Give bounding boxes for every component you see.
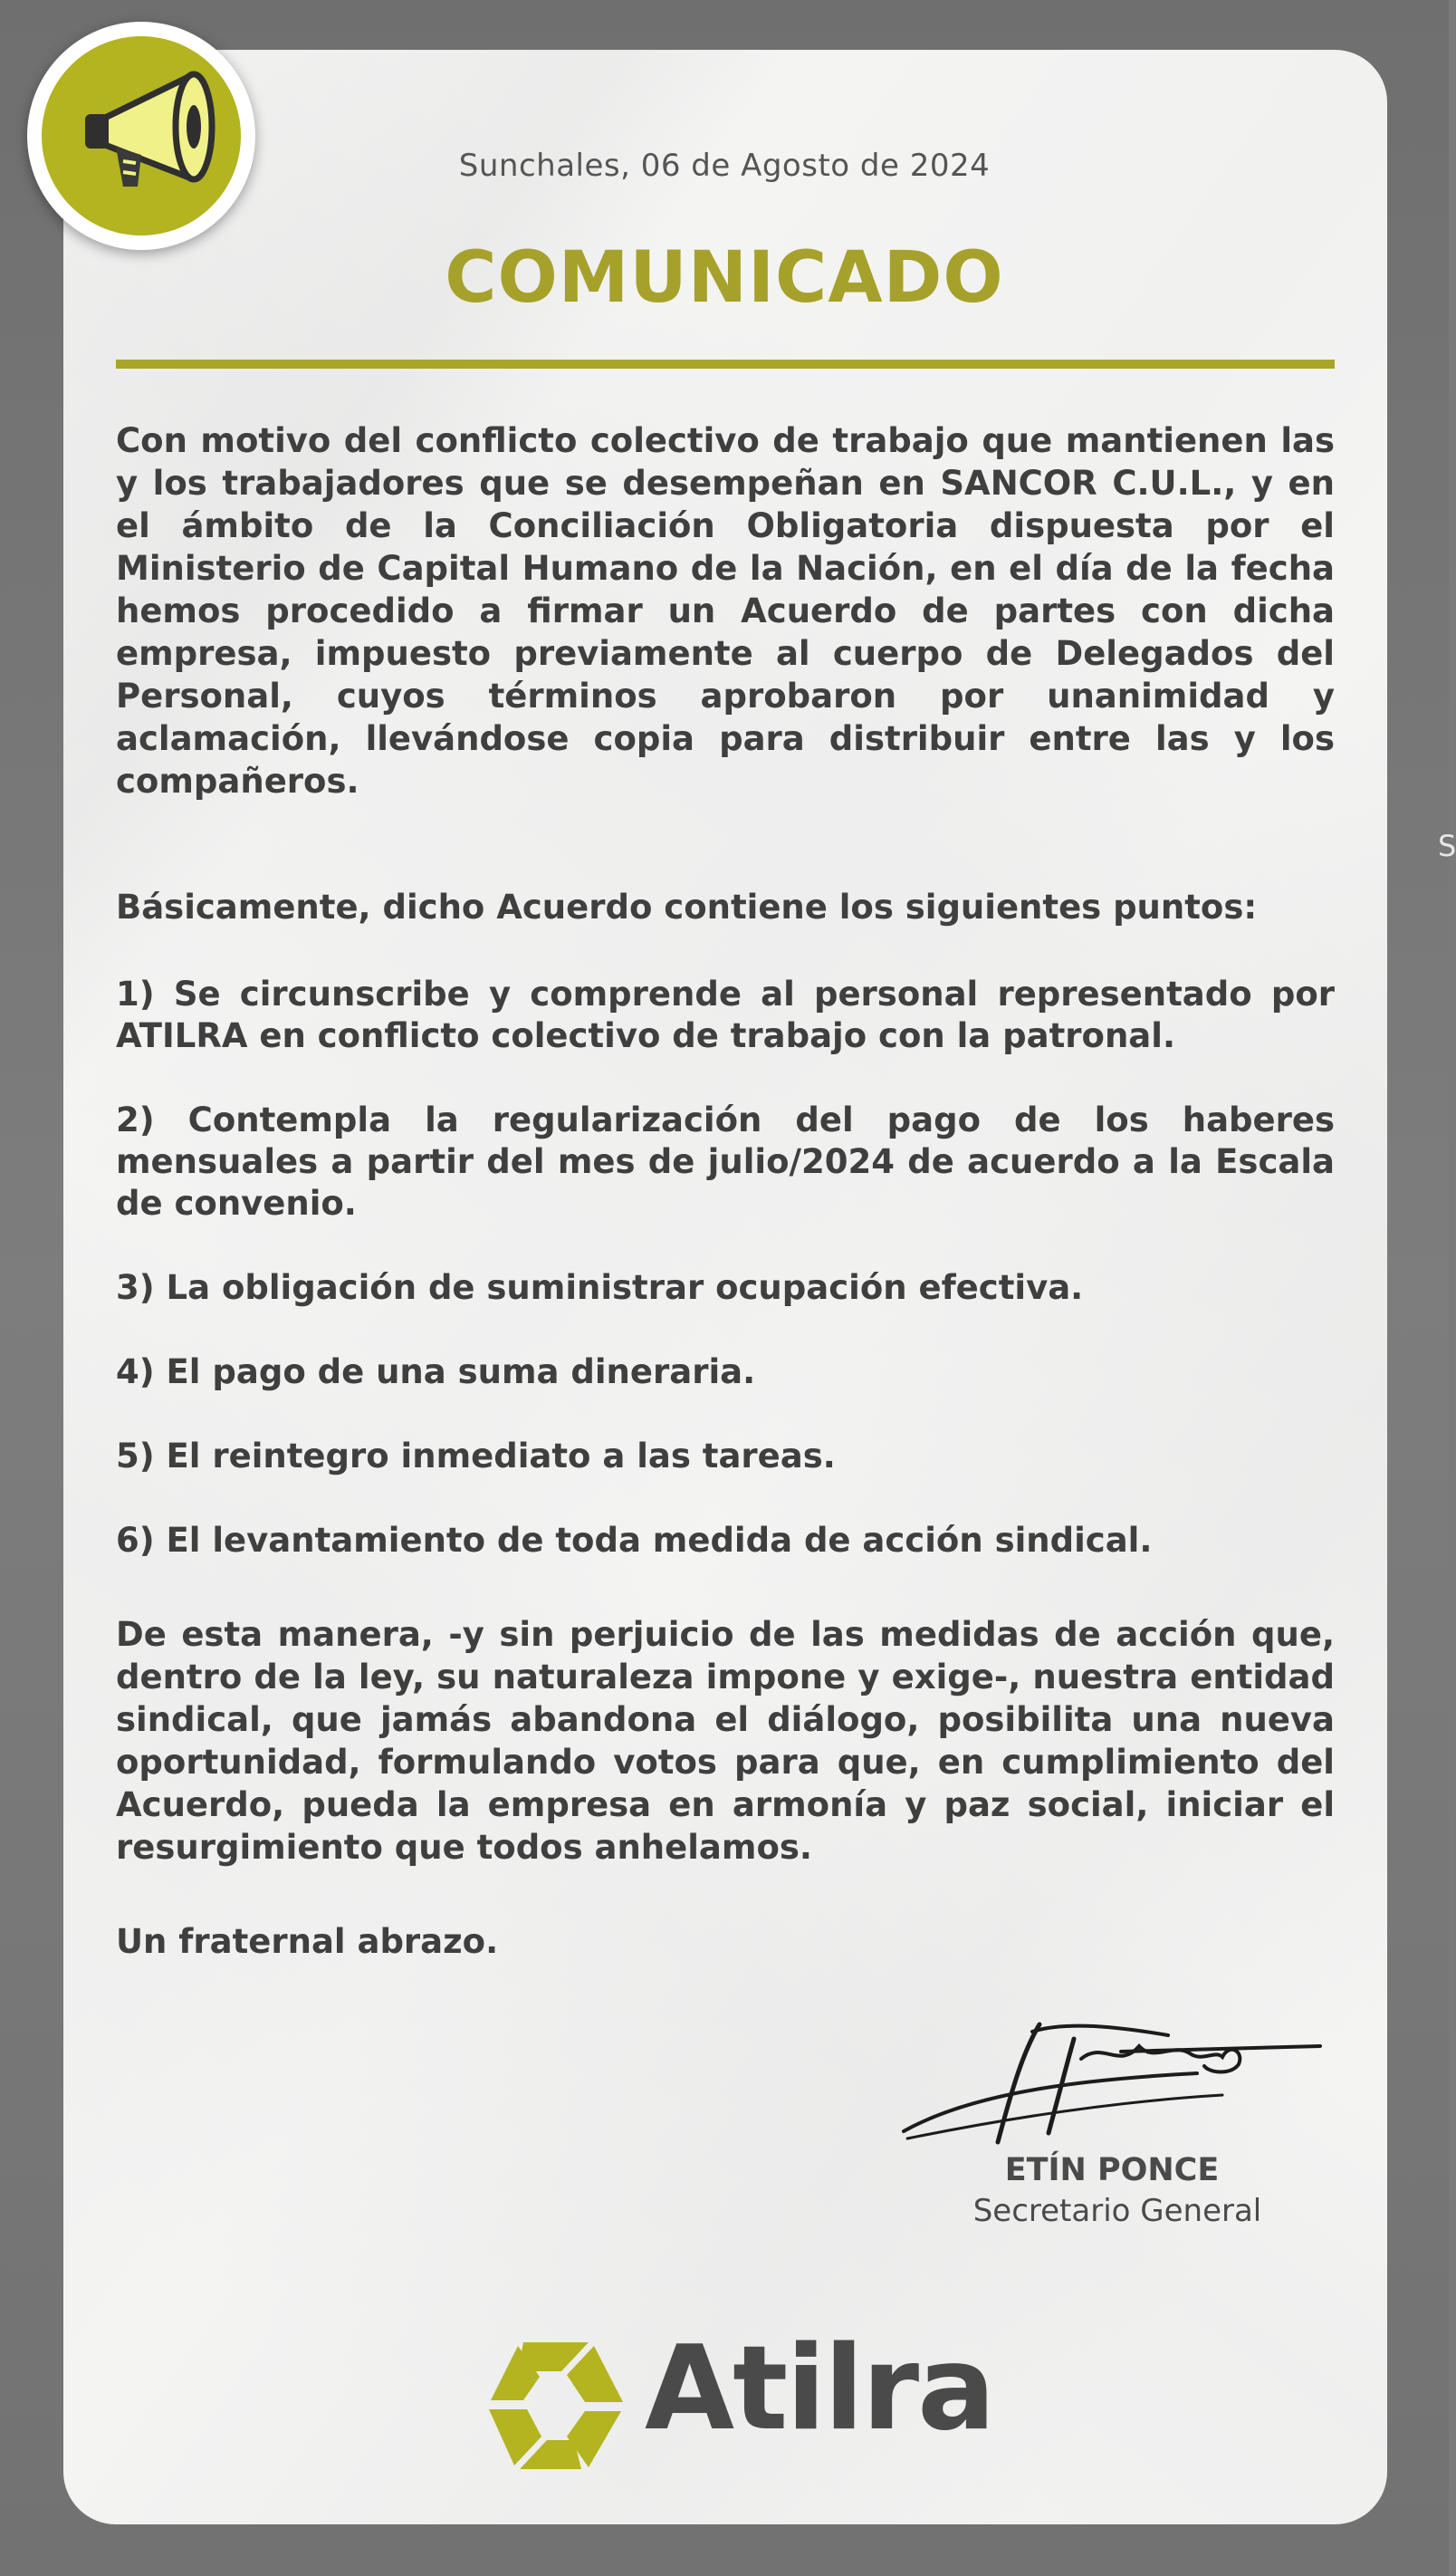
closing-paragraph <box>116 1613 1335 1869</box>
intro-text: Con motivo del conflicto colectivo de trabajo que mantienen las y los trabajadores que se desempeñan en SANCOR C.U.L., y en el ámbito de la Conciliación Obligatoria dispuesta por el Ministerio de Capital Humano de la Nación, en el día de la fecha hemos procedido a firmar un Acuerdo de partes con dicha empresa, impuesto previamente al cuerpo de Delegados del Personal, cuyos términos aprobaron por unanimidad y aclamación, llevándose copia para distribuir entre las y los compañeros. <box>116 421 1335 801</box>
points-intro <box>116 886 1335 928</box>
signer-role: Secretario General <box>972 2193 1262 2229</box>
list-item: 3) La obligación de suministrar ocupación efectiva. <box>116 1268 1084 1307</box>
signature-image <box>896 2015 1322 2151</box>
signer-name: ETÍN PONCE <box>1004 2152 1220 2188</box>
closing-text: De esta manera, -y sin perjuicio de las medidas de acción que, dentro de la ley, su naturaleza impone y exige-, nuestra entidad sindical, que jamás abandona el diálogo, posibilita una nueva oportunidad, formulando votos para que, en cumplimiento del Acuerdo, pueda la empresa en armonía y paz social, iniciar el resurgimiento que todos anhelamos. <box>116 1615 1335 1867</box>
title-divider <box>116 360 1335 369</box>
list-item: 5) El reintegro inmediato a las tareas. <box>116 1437 836 1475</box>
list-item: 6) El levantamiento de toda medida de acción sindical. <box>116 1521 1153 1560</box>
brand-name: Atilra <box>645 2321 994 2456</box>
farewell <box>116 1920 1335 1963</box>
farewell-text: Un fraternal abrazo. <box>116 1922 499 1961</box>
points-intro-text: Básicamente, dicho Acuerdo contiene los siguientes puntos: <box>116 888 1258 927</box>
atilra-logo-icon <box>487 2339 625 2473</box>
points-list <box>116 974 1335 1604</box>
page-title: COMUNICADO <box>445 237 1004 319</box>
megaphone-icon <box>58 62 230 211</box>
megaphone-badge <box>27 22 255 250</box>
list-item: 4) El pago de una suma dineraria. <box>116 1352 756 1391</box>
intro-paragraph <box>116 419 1335 803</box>
edge-glyph: S <box>1438 829 1456 863</box>
date-line: Sunchales, 06 de Agosto de 2024 <box>458 148 991 184</box>
list-item: 1) Se circunscribe y comprende al personal representado por ATILRA en conflicto colectivo de trabajo con la patronal. <box>116 975 1335 1055</box>
list-item: 2) Contempla la regularización del pago de los haberes mensuales a partir del mes de julio/2024 de acuerdo a la Escala de convenio. <box>116 1101 1335 1223</box>
